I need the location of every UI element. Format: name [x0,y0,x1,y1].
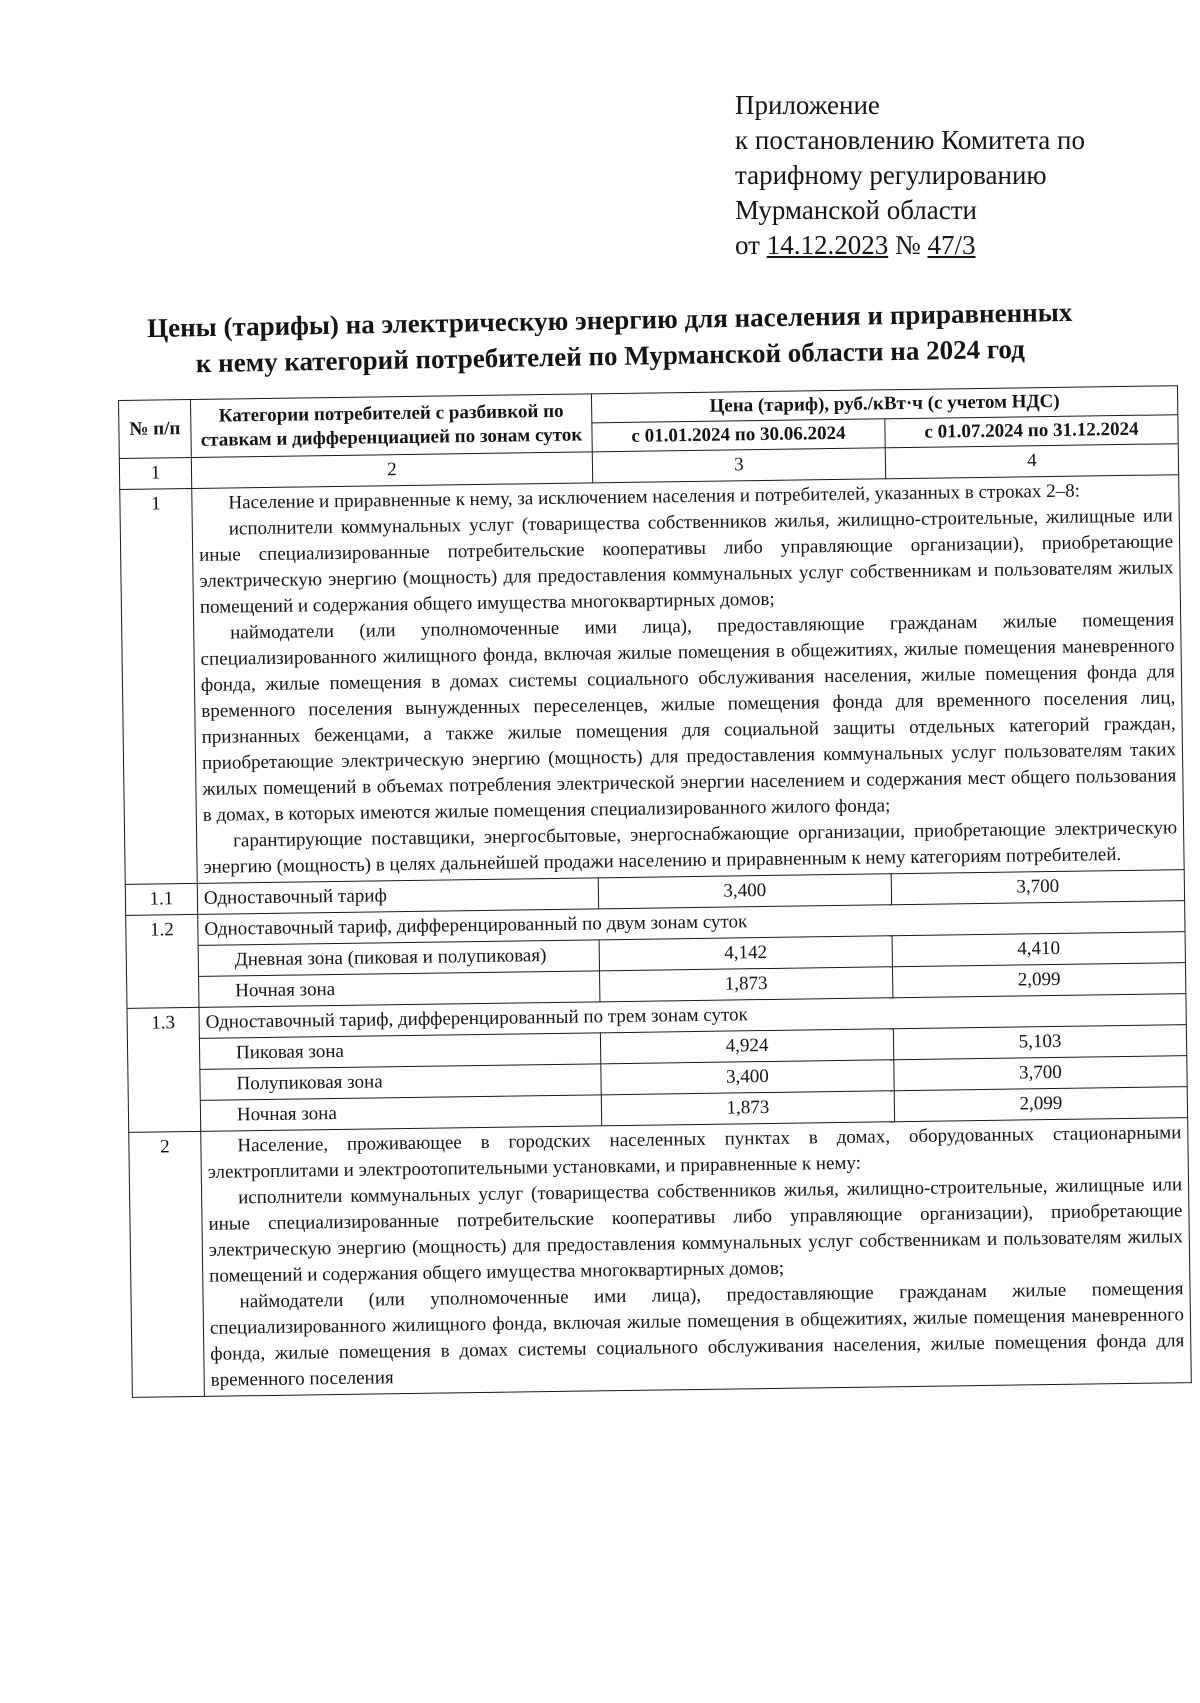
appendix-line-1: Приложение [735,90,880,120]
row-category: Одноставочный тариф [197,878,598,915]
title-line-2: к нему категорий потребителей по Мурманской области на 2024 год [195,333,1026,379]
date-prefix: от [735,230,760,260]
row-1-paragraph-3: наймодатели (или уполномоченные ими лица), предоставляющие гражданам жилые помещения специализированного жилищного фонда, включая жилые помещения в общежитиях, жилые помещения маневренного фонда, жилые помещения в домах системы социального обслуживания населения, жилые помещения фонда для временного поселения вынужденных переселенцев, жилые помещения фонда для временного поселения лиц, признанных беженцами, а также жилые помещения для социальной защиты отдельных категорий граждан, приобретающие электрическую энергию (мощность) для предоставления коммунальных услуг пользователям таких жилых помещений в объемах потребления электрической энергии населением и содержания мест общего пользования в домах, в которых имеются жилые помещения специализированного жилого фонда; [200,609,1177,826]
row-1-paragraph-1: Население и приравненные к нему, за исключением населения и потребителей, указанных в строках 2–8: [228,480,1081,514]
col-number-3: 3 [592,448,885,483]
col-number-4: 4 [885,444,1178,479]
appendix-date-line [735,228,1085,263]
row-price-period-2: 3,700 [891,870,1184,905]
row-number: 1.3 [127,1007,201,1132]
row-2-description [201,1118,1192,1397]
row-category: Одноставочный тариф, дифференцированный по двум зонам суток [198,901,1185,946]
header-period-1: с 01.01.2024 по 30.06.2024 [592,419,885,452]
row-category: Пиковая зона [199,1033,600,1070]
row-category: Полупиковая зона [200,1064,601,1101]
row-price-period-1: 3,400 [598,874,891,909]
table-row-1 [120,475,1184,885]
row-price-period-2: 5,103 [893,1025,1186,1060]
appendix-line-4: Мурманской области [735,195,977,225]
number-prefix: № [894,230,921,260]
row-2-paragraph-2: исполнители коммунальных услуг (товарищества собственников жилья, жилищно-строительные, жилищные или иные специализированные потребительские кооперативы либо управляющие организации), приобретающие электрическую энергию (мощность) для предоставления коммунальных услуг собственникам и пользователям жилых помещений и содержания общего имущества многоквартирных домов; [208,1174,1183,1287]
row-number: 1.2 [126,914,199,1008]
row-1-description [192,475,1184,884]
header-period-2: с 01.07.2024 по 31.12.2024 [885,415,1178,448]
appendix-line-3: тарифному регулированию [735,160,1047,190]
row-price-period-1: 3,400 [601,1060,894,1095]
row-number: 2 [129,1131,205,1397]
header-category: Категории потребителей с разбивкой по ставкам и дифференциацией по зонам суток [190,394,592,458]
row-category: Ночная зона [199,971,600,1008]
row-price-period-2: 2,099 [894,1087,1187,1122]
document-title [109,293,1110,382]
title-line-1: Цены (тарифы) на электрическую энергию для населения и приравненных [146,296,1073,344]
row-1-paragraph-4: гарантирующие поставщики, энергосбытовые, энергоснабжающие организации, приобретающие электрическую энергию (мощность) в целях дальнейшей продажи населению и приравненным к нему категориям потребителей. [203,817,1178,878]
row-2-paragraph-3: наймодатели (или уполномоченные ими лица), предоставляющие гражданам жилые помещения специализированного жилищного фонда, включая жилые помещения в общежитиях, жилые помещения маневренного фонда, жилые помещения в домах системы социального обслуживания населения, жилые помещения фонда для временного поселения [209,1278,1185,1391]
row-number: 1 [120,488,197,884]
decree-date: 14.12.2023 [766,230,889,260]
row-price-period-1: 4,142 [599,936,892,971]
decree-number: 47/3 [927,230,976,260]
row-category: Ночная зона [200,1095,601,1132]
row-price-period-2: 2,099 [892,963,1185,998]
appendix-line-2: к постановлению Комитета по [735,125,1085,155]
row-category: Одноставочный тариф, дифференцированный по трем зонам суток [199,994,1186,1039]
row-price-period-2: 4,410 [892,932,1185,967]
col-number-1: 1 [119,457,191,489]
table-row-2 [129,1118,1192,1398]
row-1-paragraph-2: исполнители коммунальных услуг (товарищества собственников жилья, жилищно-строительные, жилищные или иные специализированные потребительские кооперативы либо управляющие организации), приобретающие электрическую энергию (мощность) для предоставления коммунальных услуг собственникам и пользователям жилых помещений и содержания общего имущества многоквартирных домов; [198,505,1174,618]
row-price-period-1: 1,873 [601,1091,894,1126]
header-number: № п/п [119,399,192,458]
appendix-header [735,88,1085,263]
row-price-period-1: 1,873 [599,967,892,1002]
tariff-table-wrapper [118,385,1192,1398]
col-number-2: 2 [191,452,592,489]
row-number: 1.1 [125,883,197,915]
row-price-period-2: 3,700 [894,1056,1187,1091]
row-price-period-1: 4,924 [600,1029,893,1064]
row-category: Дневная зона (пиковая и полупиковая) [198,940,599,977]
header-price: Цена (тариф), руб./кВт·ч (с учетом НДС) [591,386,1177,423]
tariff-table [118,385,1192,1398]
row-2-paragraph-1: Население, проживающее в городских населенных пунктах в домах, оборудованных стационарными электроплитами и электроотопительными установками, и приравненные к нему: [207,1122,1182,1183]
